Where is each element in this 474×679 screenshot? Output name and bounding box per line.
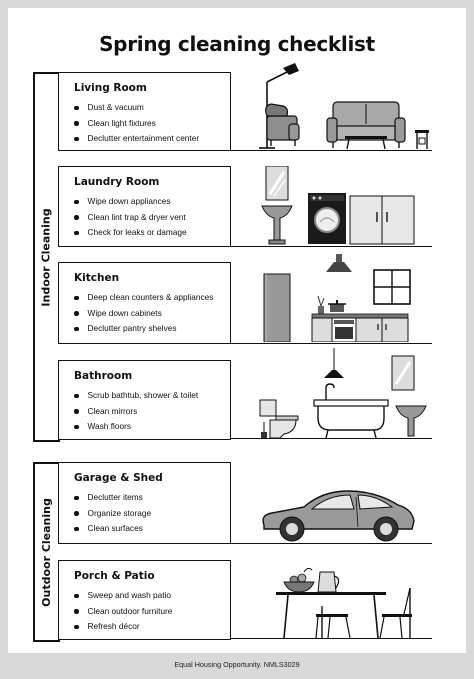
list-item: Clean surfaces: [74, 521, 151, 537]
room-card-porch: [58, 560, 231, 640]
bullet-icon: [74, 106, 79, 111]
room-shelf-living: [231, 150, 432, 151]
pendant-light-icon: [324, 348, 344, 378]
bullet-icon: [74, 425, 79, 430]
window-icon: [374, 270, 410, 304]
plant-vase-icon: [318, 296, 324, 314]
refrigerator-icon: [264, 274, 290, 342]
garage-illustration: [258, 483, 418, 543]
bullet-icon: [74, 527, 79, 532]
room-card-kitchen: [58, 262, 231, 344]
bullet-icon: [74, 394, 79, 399]
list-item: Clean mirrors: [74, 404, 198, 420]
coffee-table-icon: [345, 136, 387, 149]
list-item: Wipe down appliances: [74, 194, 187, 210]
list-item: Clean outdoor furniture: [74, 604, 172, 620]
checklist-sheet: [8, 8, 466, 653]
room-card-laundry: [58, 166, 231, 247]
kitchen-illustration: [260, 252, 432, 342]
room-title: Porch & Patio: [74, 570, 155, 582]
laundry-room-illustration: [258, 166, 432, 246]
room-title: Kitchen: [74, 272, 120, 284]
room-shelf-porch: [231, 638, 432, 639]
room-shelf-bathroom: [231, 438, 432, 439]
range-hood-icon: [326, 254, 352, 272]
pot-icon: [328, 300, 346, 312]
task-list: [74, 588, 172, 635]
list-item: Wash floors: [74, 419, 198, 435]
bullet-icon: [74, 121, 79, 126]
bullet-icon: [74, 215, 79, 220]
bullet-icon: [74, 496, 79, 501]
counter-cabinets-icon: [312, 314, 408, 342]
mirror-icon: [266, 166, 288, 200]
fruit-bowl-icon: [284, 568, 314, 592]
bullet-icon: [74, 609, 79, 614]
bullet-icon: [74, 200, 79, 205]
pitcher-icon: [318, 572, 339, 592]
sink-icon: [396, 406, 426, 436]
side-table-icon: [415, 130, 429, 149]
room-shelf-kitchen: [231, 343, 432, 344]
list-item: Clean light fixtures: [74, 116, 199, 132]
list-item: Organize storage: [74, 506, 151, 522]
toilet-brush-icon: [261, 422, 267, 438]
indoor-section-text: Indoor Cleaning: [40, 207, 54, 307]
room-card-garage: [58, 462, 231, 544]
living-room-illustration: [253, 58, 433, 150]
footer-disclaimer: Equal Housing Opportunity. NMLS3029: [174, 660, 300, 669]
bullet-icon: [74, 296, 79, 301]
bathroom-illustration: [256, 348, 432, 438]
room-card-bathroom: [58, 360, 231, 440]
room-shelf-garage: [231, 543, 432, 544]
list-item: Sweep and wash patio: [74, 588, 172, 604]
task-list: [74, 290, 213, 337]
bullet-icon: [74, 511, 79, 516]
bullet-icon: [74, 594, 79, 599]
bullet-icon: [74, 231, 79, 236]
room-shelf-laundry: [231, 246, 432, 247]
bullet-icon: [74, 625, 79, 630]
bullet-icon: [74, 327, 79, 332]
list-item: Check for leaks or damage: [74, 225, 187, 241]
room-card-living: [58, 72, 231, 151]
list-item: Wipe down cabinets: [74, 306, 213, 322]
room-title: Laundry Room: [74, 176, 160, 188]
oven-icon: [332, 318, 356, 342]
task-list: [74, 100, 199, 147]
patio-chair-icon: [316, 606, 350, 638]
bathtub-icon: [314, 384, 388, 438]
list-item: Refresh décor: [74, 619, 172, 635]
list-item: Scrub bathtub, shower & toilet: [74, 388, 198, 404]
task-list: [74, 388, 198, 435]
list-item: Declutter pantry shelves: [74, 321, 213, 337]
sofa-icon: [327, 102, 405, 148]
patio-chair-icon: [380, 588, 412, 638]
task-list: [74, 194, 187, 241]
armchair-icon: [266, 104, 299, 146]
list-item: Declutter entertainment center: [74, 131, 199, 147]
cabinet-icon: [350, 196, 414, 244]
mirror-icon: [392, 356, 414, 390]
indoor-section-label: [33, 72, 60, 442]
list-item: Clean lint trap & dryer vent: [74, 210, 187, 226]
outdoor-section-label: [33, 462, 60, 642]
bullet-icon: [74, 137, 79, 142]
sink-icon: [262, 206, 292, 244]
bullet-icon: [74, 409, 79, 414]
outdoor-section-text: Outdoor Cleaning: [40, 497, 53, 607]
room-title: Bathroom: [74, 370, 133, 382]
list-item: Declutter items: [74, 490, 151, 506]
car-icon: [263, 491, 414, 541]
porch-illustration: [264, 566, 430, 638]
room-title: Garage & Shed: [74, 472, 163, 484]
list-item: Dust & vacuum: [74, 100, 199, 116]
page-title: Spring cleaning checklist: [99, 32, 375, 56]
task-list: [74, 490, 151, 537]
washing-machine-icon: [308, 193, 346, 244]
list-item: Deep clean counters & appliances: [74, 290, 213, 306]
bullet-icon: [74, 311, 79, 316]
room-title: Living Room: [74, 82, 147, 94]
